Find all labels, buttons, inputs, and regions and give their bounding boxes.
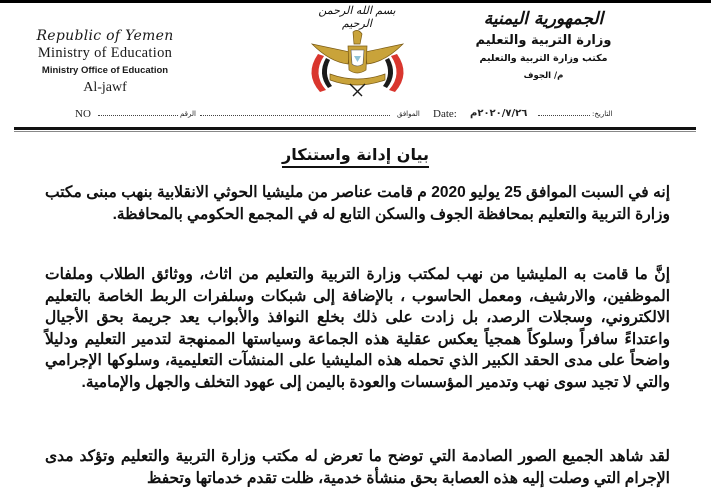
governorate-en: Al-jawf xyxy=(83,80,127,95)
ministry-name-en: Ministry of Education xyxy=(37,45,173,61)
header-divider-thin xyxy=(14,131,696,132)
country-name-en: Republic of Yemen xyxy=(36,28,174,44)
paragraph-1: إنه في السبت الموافق 25 يوليو 2020 م قامت عناصر من مليشيا الحوثي الانقلابية بنهب مبنى مكتب وزارة التربية والتعليم بمحافظة الجوف والسكن التابع له في المجمع الحكومي بالمحافظة. xyxy=(45,184,670,223)
top-border xyxy=(0,0,711,3)
paragraph-2: إنَّ ما قامت به المليشيا من نهب لمكتب وزارة التربية والتعليم من اثاث، ووثائق الطلاب وملفات الموظفين، والارشيف، ومعمل الحاسوب ، بالإضافة إلى شبكات وسلفرات الربط الخاصة بالتعليم الالكتروني، وسجلات الرصد، بل زادت على ذلك بخلع النوافذ والأبواب يعد جريمة بحق الأجيال واعتداءً سافراً وسلوكاً همجياً يعكس عقلية هذه الجماعة وسياستها الممنهجة لتدمير التعليم ودليلاً واضحاً على مدى الحقد الكبير الذي تحمله هذه المليشيا على المنشآت التعليمية، وسلوكها الإجرامي والتي لا تجيد سوى نهب وتدمير المؤسسات والعودة باليمن إلى عهود التخلف والجهل والإمامية. xyxy=(45,266,670,391)
ministry-name-ar: وزارة التربية والتعليم xyxy=(475,33,612,48)
number-field-dots xyxy=(98,114,178,116)
arabic-letterhead xyxy=(471,6,616,84)
date-value: ٢٠٢٠/٧/٢٦م xyxy=(470,108,528,119)
yemen-emblem xyxy=(290,4,425,99)
number-label-ar: الرقم xyxy=(180,110,196,118)
office-name-en: Ministry Office of Education xyxy=(41,65,169,76)
paragraph-3: لقد شاهد الجميع الصور الصادمة التي توضح ما تعرض له مكتب وزارة التربية والتعليم وتؤكد مدى الإجرام التي وصلت إليه هذه العصابة بحق منشأة خدمية، ظلت تقدم خدماتها وتحفظ xyxy=(45,448,670,487)
english-letterhead xyxy=(30,28,180,96)
eagle-emblem-icon xyxy=(290,4,425,99)
corresponding-label-ar: الموافق xyxy=(397,110,420,118)
document-title xyxy=(0,145,711,164)
number-label-en: NO xyxy=(75,108,91,120)
reference-line xyxy=(0,108,711,124)
date-label-en: Date: xyxy=(433,108,457,120)
date-label-ar: التاريخ: xyxy=(592,110,613,118)
header-divider xyxy=(14,127,696,130)
date-field-dots xyxy=(538,114,590,116)
basmala-calligraphy: بسم الله الرحمن الرحيم xyxy=(318,4,396,30)
office-name-ar: مكتب وزارة التربية والتعليم xyxy=(479,53,608,64)
governorate-ar: م/ الجوف xyxy=(523,71,564,81)
country-name-ar: الجمهورية اليمنية xyxy=(483,9,604,29)
title-text: بيان إدانة واستنكار xyxy=(282,145,429,168)
corresponding-field-dots xyxy=(200,114,390,116)
